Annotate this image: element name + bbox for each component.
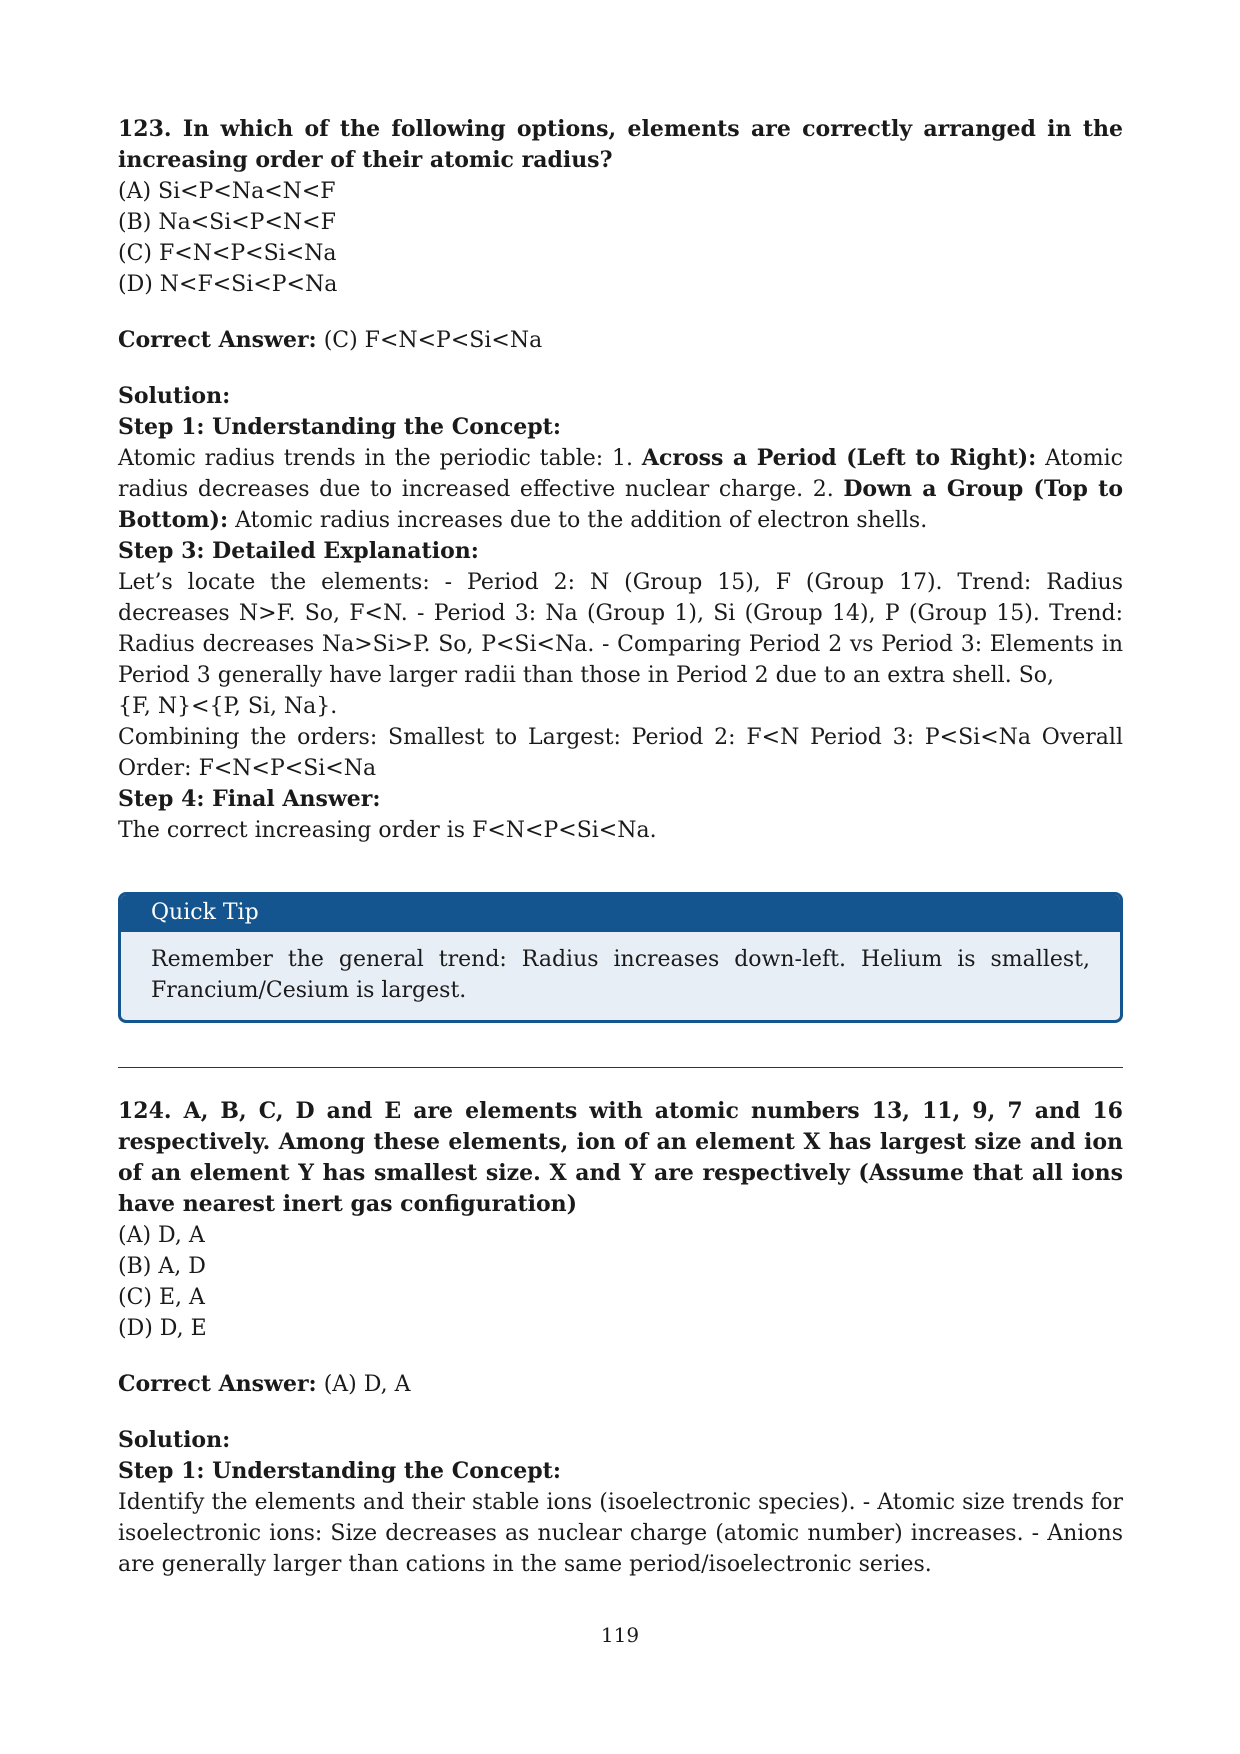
option-b: (B) Na<Si<P<N<F xyxy=(118,210,336,235)
step-4-heading: Step 4: Final Answer: xyxy=(118,786,381,812)
step-1-heading: Step 1: Understanding the Concept: xyxy=(118,1458,561,1484)
page-number: 119 xyxy=(600,1623,640,1647)
quick-tip-box xyxy=(118,892,1123,1023)
correct-answer-label: Correct Answer: xyxy=(118,1371,317,1397)
quick-tip-body: Remember the general trend: Radius increases down-left. Helium is smallest, Francium/Cesium is largest. xyxy=(151,947,1090,1003)
correct-answer xyxy=(118,1369,1123,1400)
step-4-text: The correct increasing order is F<N<P<Si<Na. xyxy=(118,818,657,843)
question-title: 124. A, B, C, D and E are elements with atomic numbers 13, 11, 9, 7 and 16 respectively. Among these elements, ion of an element X has largest size and ion of an element Y has smallest size. X and Y are respectively (Assume that all ions have nearest inert gas configuration) xyxy=(118,1098,1123,1217)
option-a: (A) Si<P<Na<N<F xyxy=(118,179,336,204)
question-124 xyxy=(118,1096,1123,1580)
page-content xyxy=(118,114,1123,1580)
question-title: 123. In which of the following options, elements are correctly arranged in the increasing order of their atomic radius? xyxy=(118,116,1123,173)
option-d: (D) N<F<Si<P<Na xyxy=(118,272,338,297)
option-b: (B) A, D xyxy=(118,1254,206,1279)
correct-answer-value: (C) F<N<P<Si<Na xyxy=(323,328,543,353)
correct-answer xyxy=(118,325,1123,356)
step-1-text-part: Atomic radius decreases due to increased effective nuclear charge. 2. xyxy=(118,446,1123,502)
step-1-text-part: Atomic radius trends in the periodic table: 1. xyxy=(118,446,642,471)
step-3-combined-order: Combining the orders: Smallest to Largest: Period 2: F<N Period 3: P<Si<Na Overall Order: F<N<P<Si<Na xyxy=(118,725,1123,781)
correct-answer-label: Correct Answer: xyxy=(118,327,317,353)
solution-heading: Solution: xyxy=(118,383,231,409)
option-d: (D) D, E xyxy=(118,1316,207,1341)
step-1-text: Identify the elements and their stable ions (isoelectronic species). - Atomic size trends for isoelectronic ions: Size decreases as nuclear charge (atomic number) increases. - Anions are generally larger than cations in the same period/isoelectronic series. xyxy=(118,1490,1123,1577)
quick-tip-title: Quick Tip xyxy=(121,895,1120,932)
step-1-heading: Step 1: Understanding the Concept: xyxy=(118,414,561,440)
section-divider xyxy=(118,1067,1123,1068)
step-3-set-comparison: {F, N}<{P, Si, Na}. xyxy=(118,694,338,719)
option-c: (C) E, A xyxy=(118,1285,205,1310)
step-1-bold-group: Down a Group (Top to Bottom): xyxy=(118,476,1123,533)
correct-answer-value: (A) D, A xyxy=(323,1372,411,1397)
question-123 xyxy=(118,114,1123,846)
step-3-heading: Step 3: Detailed Explanation: xyxy=(118,538,479,564)
step-3-text: Let’s locate the elements: - Period 2: N (Group 15), F (Group 17). Trend: Radius decreases N>F. So, F<N. - Period 3: Na (Group 1), Si (Group 14), P (Group 15). Trend: Radius decreases Na>Si>P. So, P<Si<Na. - Comparing Period 2 vs Period 3: Elements in Period 3 generally have larger radii than those in Period 2 due to an extra shell. So, xyxy=(118,570,1123,688)
option-a: (A) D, A xyxy=(118,1223,205,1248)
step-1-text-part: Atomic radius increases due to the addition of electron shells. xyxy=(228,508,928,533)
option-c: (C) F<N<P<Si<Na xyxy=(118,241,337,266)
step-1-text xyxy=(118,443,1123,536)
step-1-bold-period: Across a Period (Left to Right): xyxy=(641,445,1037,471)
solution-heading: Solution: xyxy=(118,1427,231,1453)
